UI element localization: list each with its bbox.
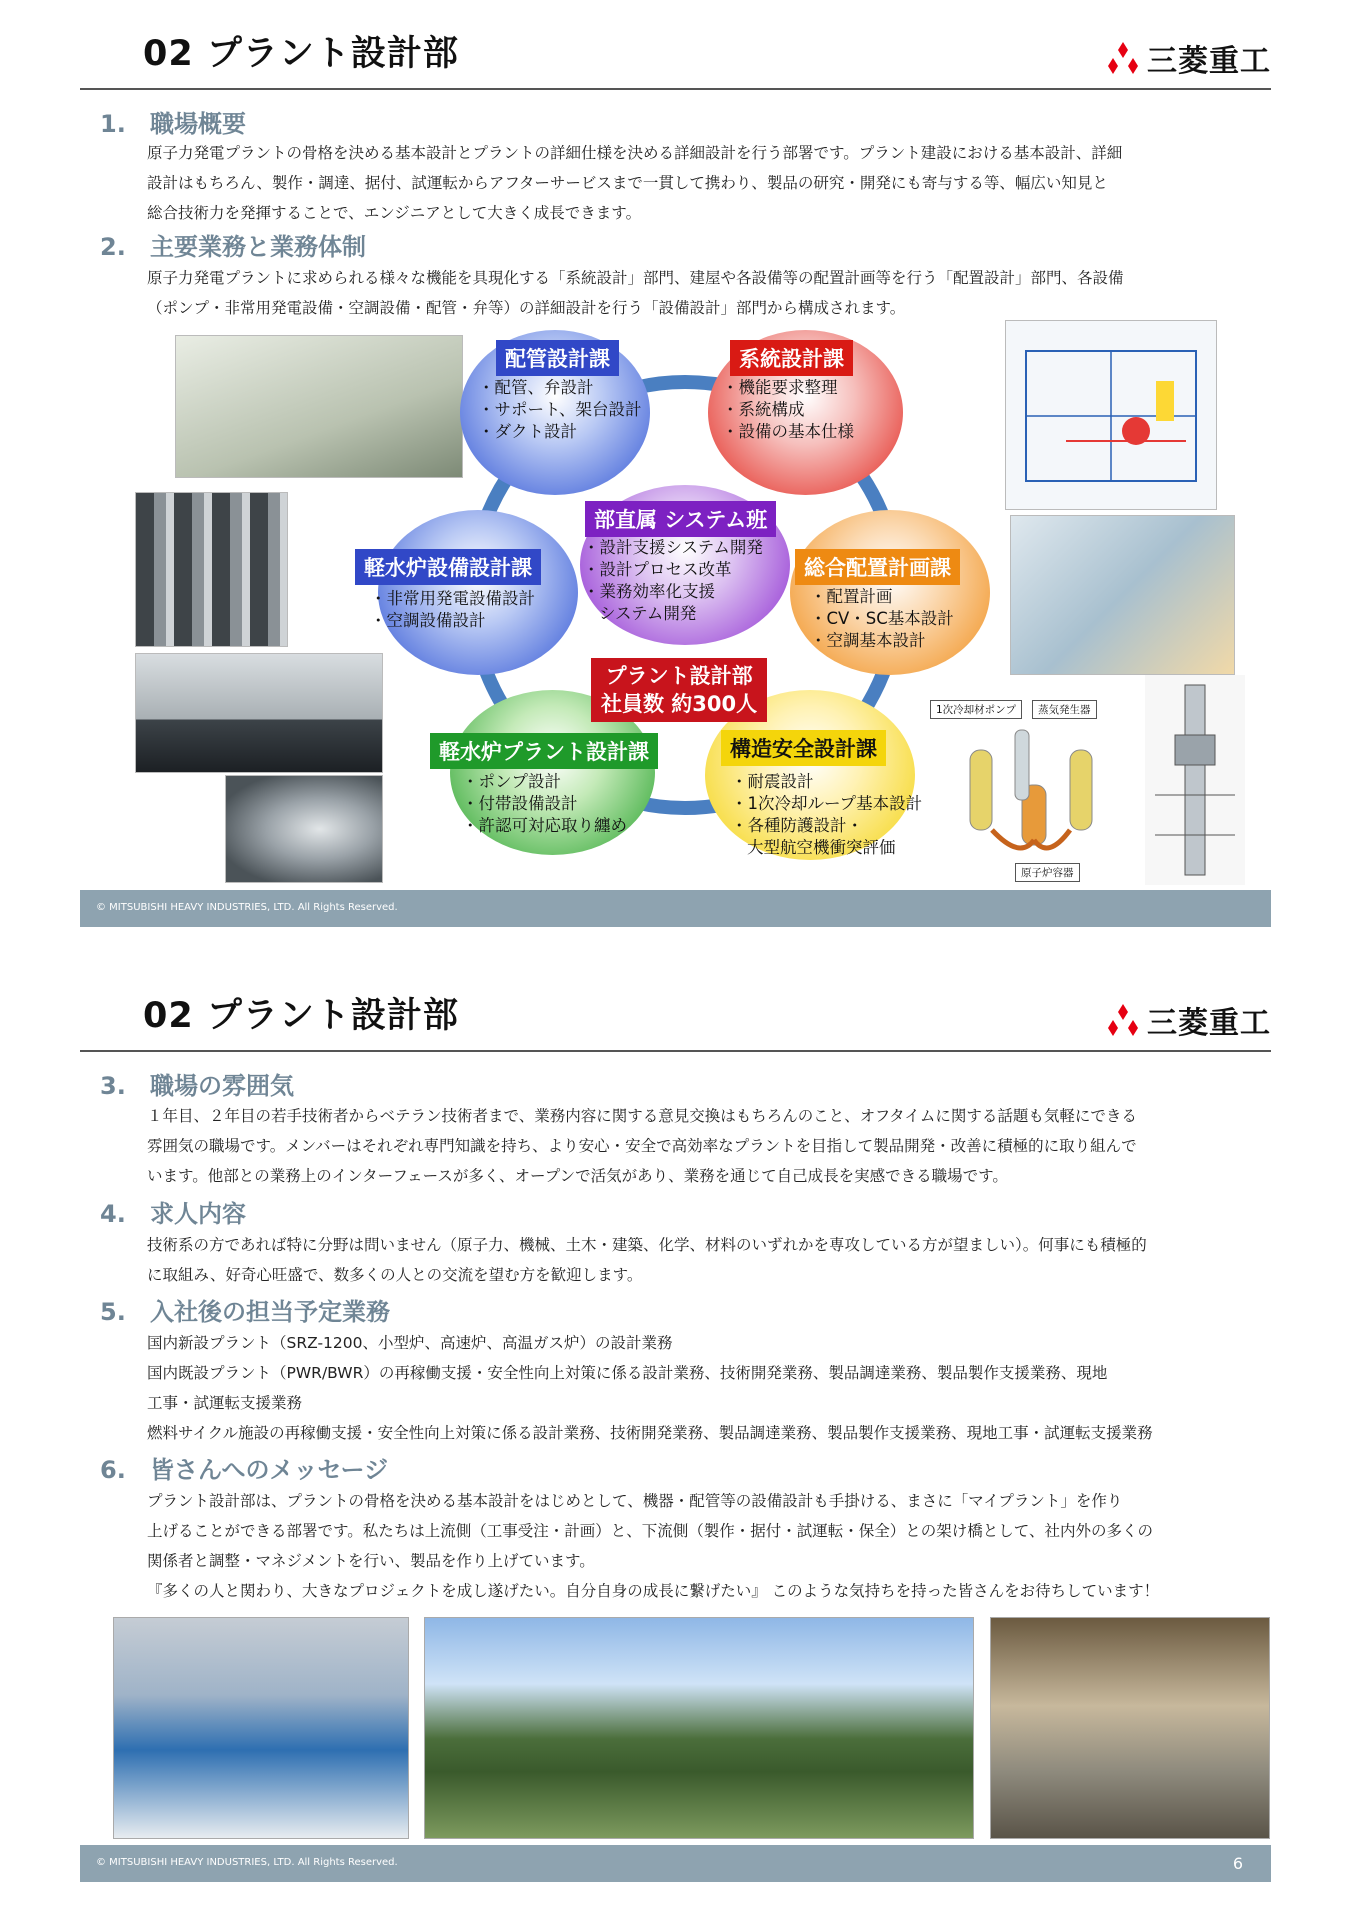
cad-screen-photo — [175, 335, 463, 478]
body-line: 総合技術力を発揮することで、エンジニアとして大きく成長できます。 — [147, 204, 642, 222]
section-title: 職場の雰囲気 — [150, 1072, 294, 1100]
list-item: システム開発 — [599, 604, 697, 623]
unit-list-system — [722, 377, 854, 443]
list-item: 大型航空機衝突評価 — [747, 838, 896, 857]
list-item: ・ 耐震設計 — [731, 771, 922, 793]
footer — [80, 890, 1271, 927]
department-name: プラント設計部 — [605, 664, 753, 688]
list-item: ・ サポート、架台設計 — [478, 399, 642, 421]
section-body-5 — [147, 1328, 1242, 1448]
page-1 — [0, 0, 1351, 930]
page-2 — [0, 960, 1351, 1920]
list-item: ・ 業務効率化支援 — [583, 581, 763, 603]
section-title: 求人内容 — [150, 1200, 246, 1228]
section-title: 皆さんへのメッセージ — [150, 1456, 389, 1484]
body-line: 国内既設プラント（PWR/BWR）の再稼働支援・安全性向上対策に係る設計業務、技術開発業務、製品調達業務、製品製作支援業務、現地 — [147, 1364, 1108, 1382]
logo-text: 三菱重工 — [1147, 1006, 1271, 1041]
unit-list-layout — [810, 586, 954, 652]
body-line: 工事・試運転支援業務 — [147, 1394, 303, 1412]
page-title: 02 プラント設計部 — [143, 34, 459, 74]
body-line: １年目、２年目の若手技術者からベテラン技術者まで、業務内容に関する意見交換はもちろんのこと、オフタイムに関する話題も気軽にできる — [147, 1107, 1137, 1125]
section-heading-3 — [100, 1066, 294, 1101]
copyright-text: © MITSUBISHI HEAVY INDUSTRIES, LTD. All Rights Reserved. — [96, 1857, 398, 1868]
unit-tag-layout: 総合配置計画課 — [795, 549, 960, 585]
section-heading-1 — [100, 104, 246, 139]
list-item: ・ 配管、弁設計 — [478, 377, 642, 399]
organization-diagram — [135, 335, 1245, 885]
section-heading-5 — [100, 1292, 390, 1327]
list-item: ・ CV・SC基本設計 — [810, 608, 954, 630]
structure-elevation-image — [1145, 675, 1245, 885]
copyright-text: © MITSUBISHI HEAVY INDUSTRIES, LTD. All Rights Reserved. — [96, 902, 398, 913]
header-rule — [80, 1050, 1271, 1052]
list-item: ・ 空調設備設計 — [370, 610, 535, 632]
section-heading-2 — [100, 227, 366, 262]
steam-generator-label: 蒸気発生器 — [1032, 700, 1097, 719]
body-line: 上げることができる部署です。私たちは上流側（工事受注・計画）と、下流側（製作・据付・試運転・保全）との架け橋として、社内外の多くの — [147, 1522, 1153, 1540]
body-line: 国内新設プラント（SRZ-1200、小型炉、高速炉、高温ガス炉）の設計業務 — [147, 1334, 673, 1352]
reactor-vessel-label: 原子炉容器 — [1015, 863, 1080, 882]
three-diamonds-icon — [1105, 42, 1141, 74]
list-item: ・ ダクト設計 — [478, 421, 642, 443]
section-title: 職場概要 — [150, 110, 246, 138]
list-item: ・ 非常用発電設備設計 — [370, 588, 535, 610]
unit-tag-system-team: 部直属 システム班 — [585, 501, 776, 537]
page-number: 6 — [1232, 1854, 1243, 1873]
unit-tag-lwr-plant: 軽水炉プラント設計課 — [430, 733, 658, 769]
section-number: 1. — [100, 110, 126, 138]
body-line: 雰囲気の職場です。メンバーはそれぞれ専門知識を持ち、より安心・安全で高効率なプラントを目指して製品開発・改善に積極的に取り組んで — [147, 1137, 1137, 1155]
section-number: 6. — [100, 1456, 126, 1484]
office-meeting-photo — [113, 1617, 409, 1839]
list-item: ・ 許認可対応取り纏め — [462, 815, 627, 837]
logo-text: 三菱重工 — [1147, 44, 1271, 79]
section-heading-4 — [100, 1194, 246, 1229]
employee-count: 社員数 約300人 — [601, 692, 758, 716]
list-item: ・ 系統構成 — [722, 399, 854, 421]
list-item: ・ 設備の基本仕様 — [722, 421, 854, 443]
body-line: 『多くの人と関わり、大きなプロジェクトを成し遂げたい。自分自身の成長に繋げたい』 このような気持ちを持った皆さんをお待ちしています！ — [147, 1582, 1160, 1600]
vessel-photo — [225, 775, 383, 883]
list-item: ・ 機能要求整理 — [722, 377, 854, 399]
body-line: 原子力発電プラントに求められる様々な機能を具現化する「系統設計」部門、建屋や各設備等の配置計画等を行う「配置設計」部門、各設備 — [147, 269, 1124, 287]
reactor-coolant-system-image — [930, 690, 1140, 885]
list-item: ・ ポンプ設計 — [462, 771, 627, 793]
section-number: 5. — [100, 1298, 126, 1326]
list-item: ・ 付帯設備設計 — [462, 793, 627, 815]
three-diamonds-icon — [1105, 1004, 1141, 1036]
equipment-photo — [135, 492, 288, 647]
unit-tag-lwr-equipment: 軽水炉設備設計課 — [355, 549, 541, 585]
body-line: 燃料サイクル施設の再稼働支援・安全性向上対策に係る設計業務、技術開発業務、製品調達業務、製品製作支援業務、現地工事・試運転支援業務 — [147, 1424, 1153, 1442]
system-schematic-image — [1005, 320, 1217, 510]
section-number: 2. — [100, 233, 126, 261]
plant-3d-layout-image — [1010, 515, 1235, 675]
company-logo — [1105, 36, 1271, 80]
site-visit-photo — [990, 1617, 1270, 1839]
unit-list-structural — [731, 771, 922, 859]
section-heading-6 — [100, 1450, 388, 1485]
body-line: プラント設計部は、プラントの骨格を決める基本設計をはじめとして、機器・配管等の設備設計も手掛ける、まさに「マイプラント」を作り — [147, 1492, 1123, 1510]
body-line: に取組み、好奇心旺盛で、数多くの人との交流を望む方を歓迎します。 — [147, 1266, 643, 1284]
body-line: 関係者と調整・マネジメントを行い、製品を作り上げています。 — [147, 1552, 595, 1570]
section-body-2 — [147, 263, 1242, 323]
unit-list-system-team — [583, 537, 763, 625]
section-number: 4. — [100, 1200, 126, 1228]
company-logo — [1105, 998, 1271, 1042]
body-line: 技術系の方であれば特に分野は問いません（原子力、機械、土木・建築、化学、材料のいずれかを専攻している方が望ましい）。何事にも積極的 — [147, 1236, 1147, 1254]
section-number: 3. — [100, 1072, 126, 1100]
generator-truck-photo — [135, 653, 383, 773]
list-item: ・ 設計プロセス改革 — [583, 559, 763, 581]
department-badge — [591, 658, 767, 722]
list-item: ・ 配置計画 — [810, 586, 954, 608]
team-group-photo — [424, 1617, 974, 1839]
unit-list-piping — [478, 377, 642, 443]
list-item: ・ 設計支援システム開発 — [583, 537, 763, 559]
unit-list-lwr-equipment — [370, 588, 535, 632]
footer — [80, 1845, 1271, 1882]
section-body-6 — [147, 1486, 1257, 1606]
list-item: ・ 空調基本設計 — [810, 630, 954, 652]
body-line: （ポンプ・非常用発電設備・空調設備・配管・弁等）の詳細設計を行う「設備設計」部門から構成されます。 — [147, 299, 906, 317]
rcp-label: 1次冷却材ポンプ — [930, 700, 1022, 719]
section-body-4 — [147, 1230, 1242, 1290]
list-item: ・ 各種防護設計・ — [731, 815, 922, 837]
section-body-3 — [147, 1101, 1242, 1191]
list-item: ・ 1次冷却ループ基本設計 — [731, 793, 922, 815]
unit-tag-piping: 配管設計課 — [496, 340, 619, 376]
section-body-1 — [147, 138, 1242, 228]
page-title: 02 プラント設計部 — [143, 996, 459, 1036]
body-line: います。他部との業務上のインターフェースが多く、オープンで活気があり、業務を通じて自己成長を実感できる職場です。 — [147, 1167, 1008, 1185]
unit-list-lwr-plant — [462, 771, 627, 837]
section-title: 入社後の担当予定業務 — [150, 1298, 390, 1326]
body-line: 原子力発電プラントの骨格を決める基本設計とプラントの詳細仕様を決める詳細設計を行う部署です。プラント建設における基本設計、詳細 — [147, 144, 1123, 162]
header-rule — [80, 88, 1271, 90]
body-line: 設計はもちろん、製作・調達、据付、試運転からアフターサービスまで一貫して携わり、製品の研究・開発にも寄与する等、幅広い知見と — [147, 174, 1108, 192]
unit-tag-structural: 構造安全設計課 — [721, 730, 886, 766]
unit-tag-system: 系統設計課 — [730, 340, 853, 376]
section-title: 主要業務と業務体制 — [150, 233, 366, 261]
